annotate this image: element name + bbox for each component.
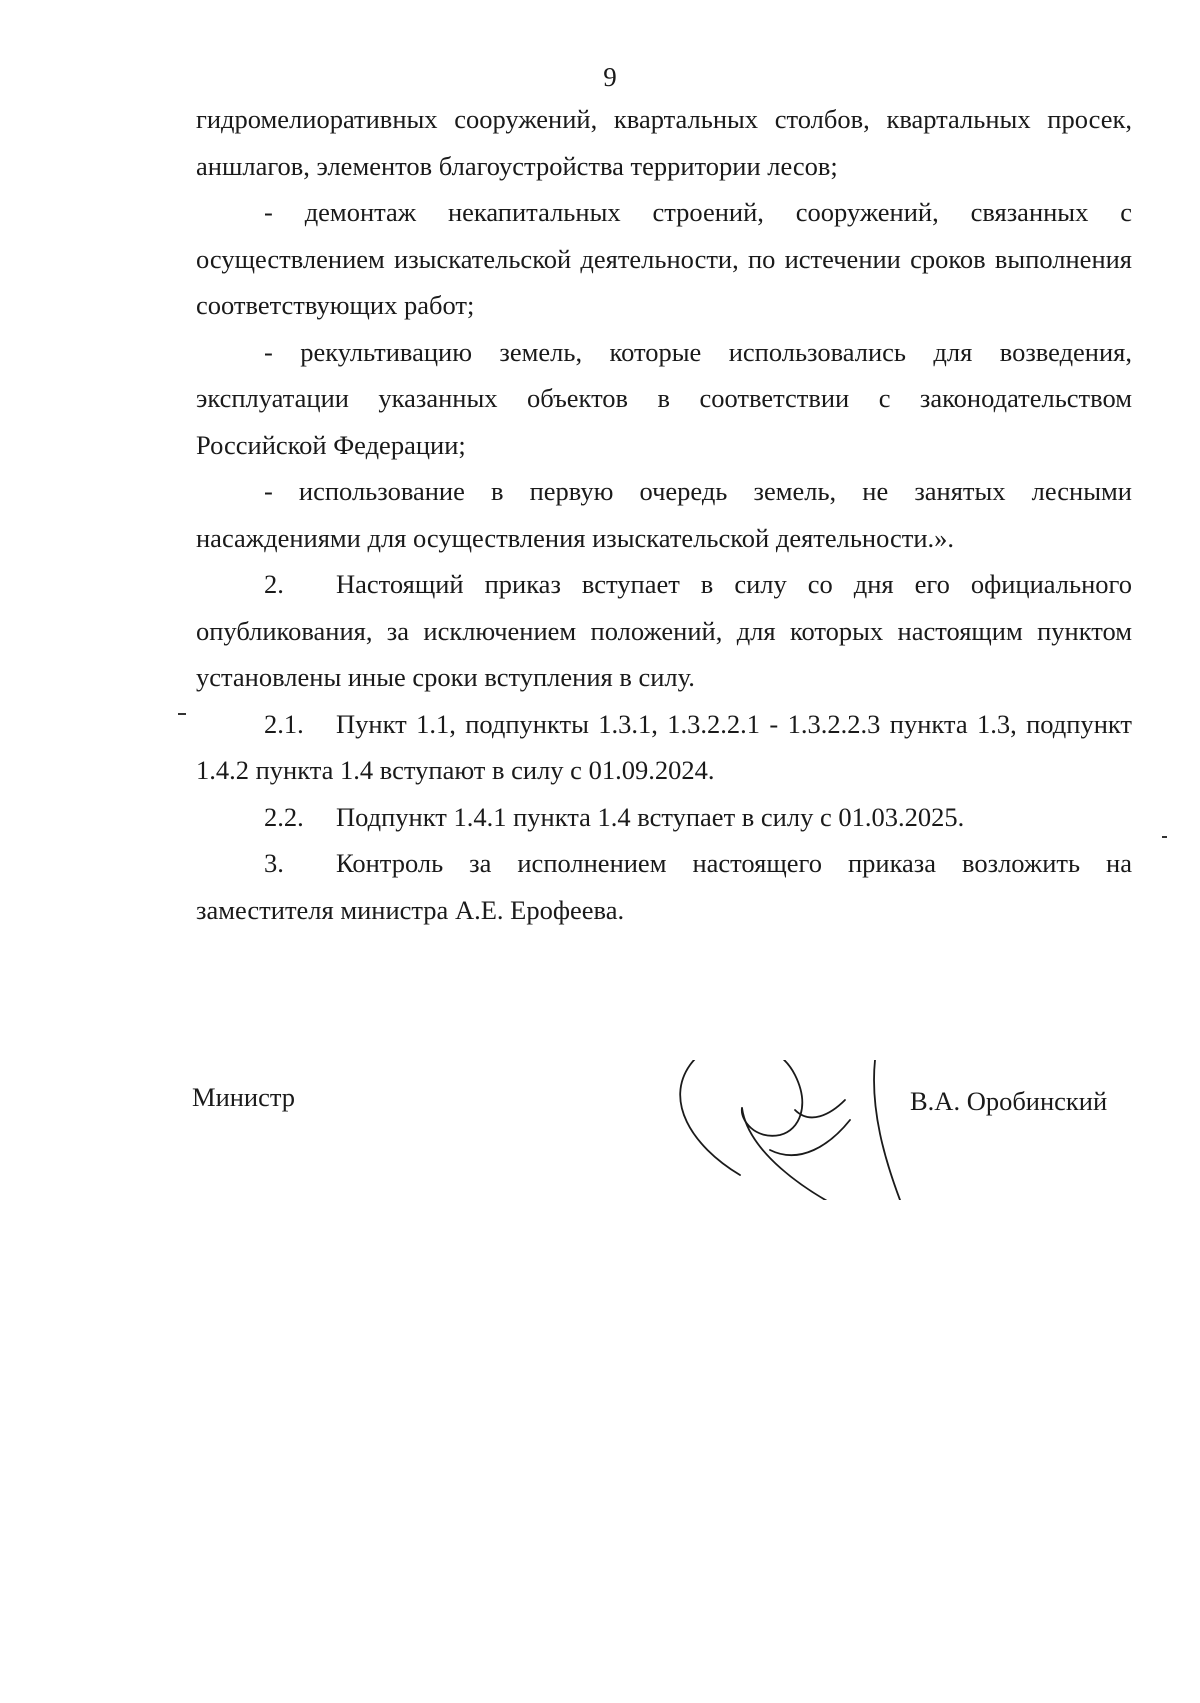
item-2-1 bbox=[196, 701, 1132, 794]
paragraph-land-use: - использование в первую очередь земель, не занятых лесными насаждениями для осуществления изыскательской деятельности.». bbox=[196, 476, 1132, 553]
item-2-text: Настоящий приказ вступает в силу со дня его официального опубликования, за исключением положений, для которых настоящим пунктом установлены иные сроки вступления в силу. bbox=[196, 569, 1132, 692]
item-2-2-number: 2.2. bbox=[264, 801, 304, 832]
item-2-2 bbox=[196, 794, 1132, 841]
signature-block bbox=[0, 1060, 1200, 1200]
item-2 bbox=[196, 561, 1132, 701]
paragraph-dismantling: - демонтаж некапитальных строений, сооружений, связанных с осуществлением изыскательской деятельности, по истечении сроков выполнения соответствующих работ; bbox=[196, 197, 1132, 320]
item-2-2-text: Подпункт 1.4.1 пункта 1.4 вступает в силу с 01.03.2025. bbox=[336, 801, 965, 832]
item-3 bbox=[196, 840, 1132, 933]
document-body bbox=[196, 96, 1132, 933]
page-number: 9 bbox=[603, 62, 617, 92]
paragraph-continuation: гидромелиоративных сооружений, квартальных столбов, квартальных просек, аншлагов, элементов благоустройства территории лесов; bbox=[196, 104, 1132, 181]
handwritten-signature bbox=[0, 1060, 1200, 1200]
item-2-number: 2. bbox=[264, 569, 284, 599]
signer-role: Министр bbox=[192, 1082, 296, 1112]
item-2-1-text: Пункт 1.1, подпункты 1.3.1, 1.3.2.2.1 - 1.3.2.2.3 пункта 1.3, подпункт 1.4.2 пункта 1.4 вступают в силу с 01.09.2024. bbox=[196, 708, 1132, 785]
scan-mark bbox=[1162, 836, 1167, 838]
item-2-1-number: 2.1. bbox=[264, 708, 304, 739]
scan-mark bbox=[178, 713, 186, 715]
item-3-number: 3. bbox=[264, 848, 284, 878]
signer-name: В.А. Оробинский bbox=[910, 1086, 1108, 1116]
item-3-text: Контроль за исполнением настоящего приказа возложить на заместителя министра А.Е. Ерофеева. bbox=[196, 848, 1132, 925]
paragraph-recultivation: - рекультивацию земель, которые использовались для возведения, эксплуатации указанных объектов в соответствии с законодательством Российской Федерации; bbox=[196, 336, 1132, 460]
